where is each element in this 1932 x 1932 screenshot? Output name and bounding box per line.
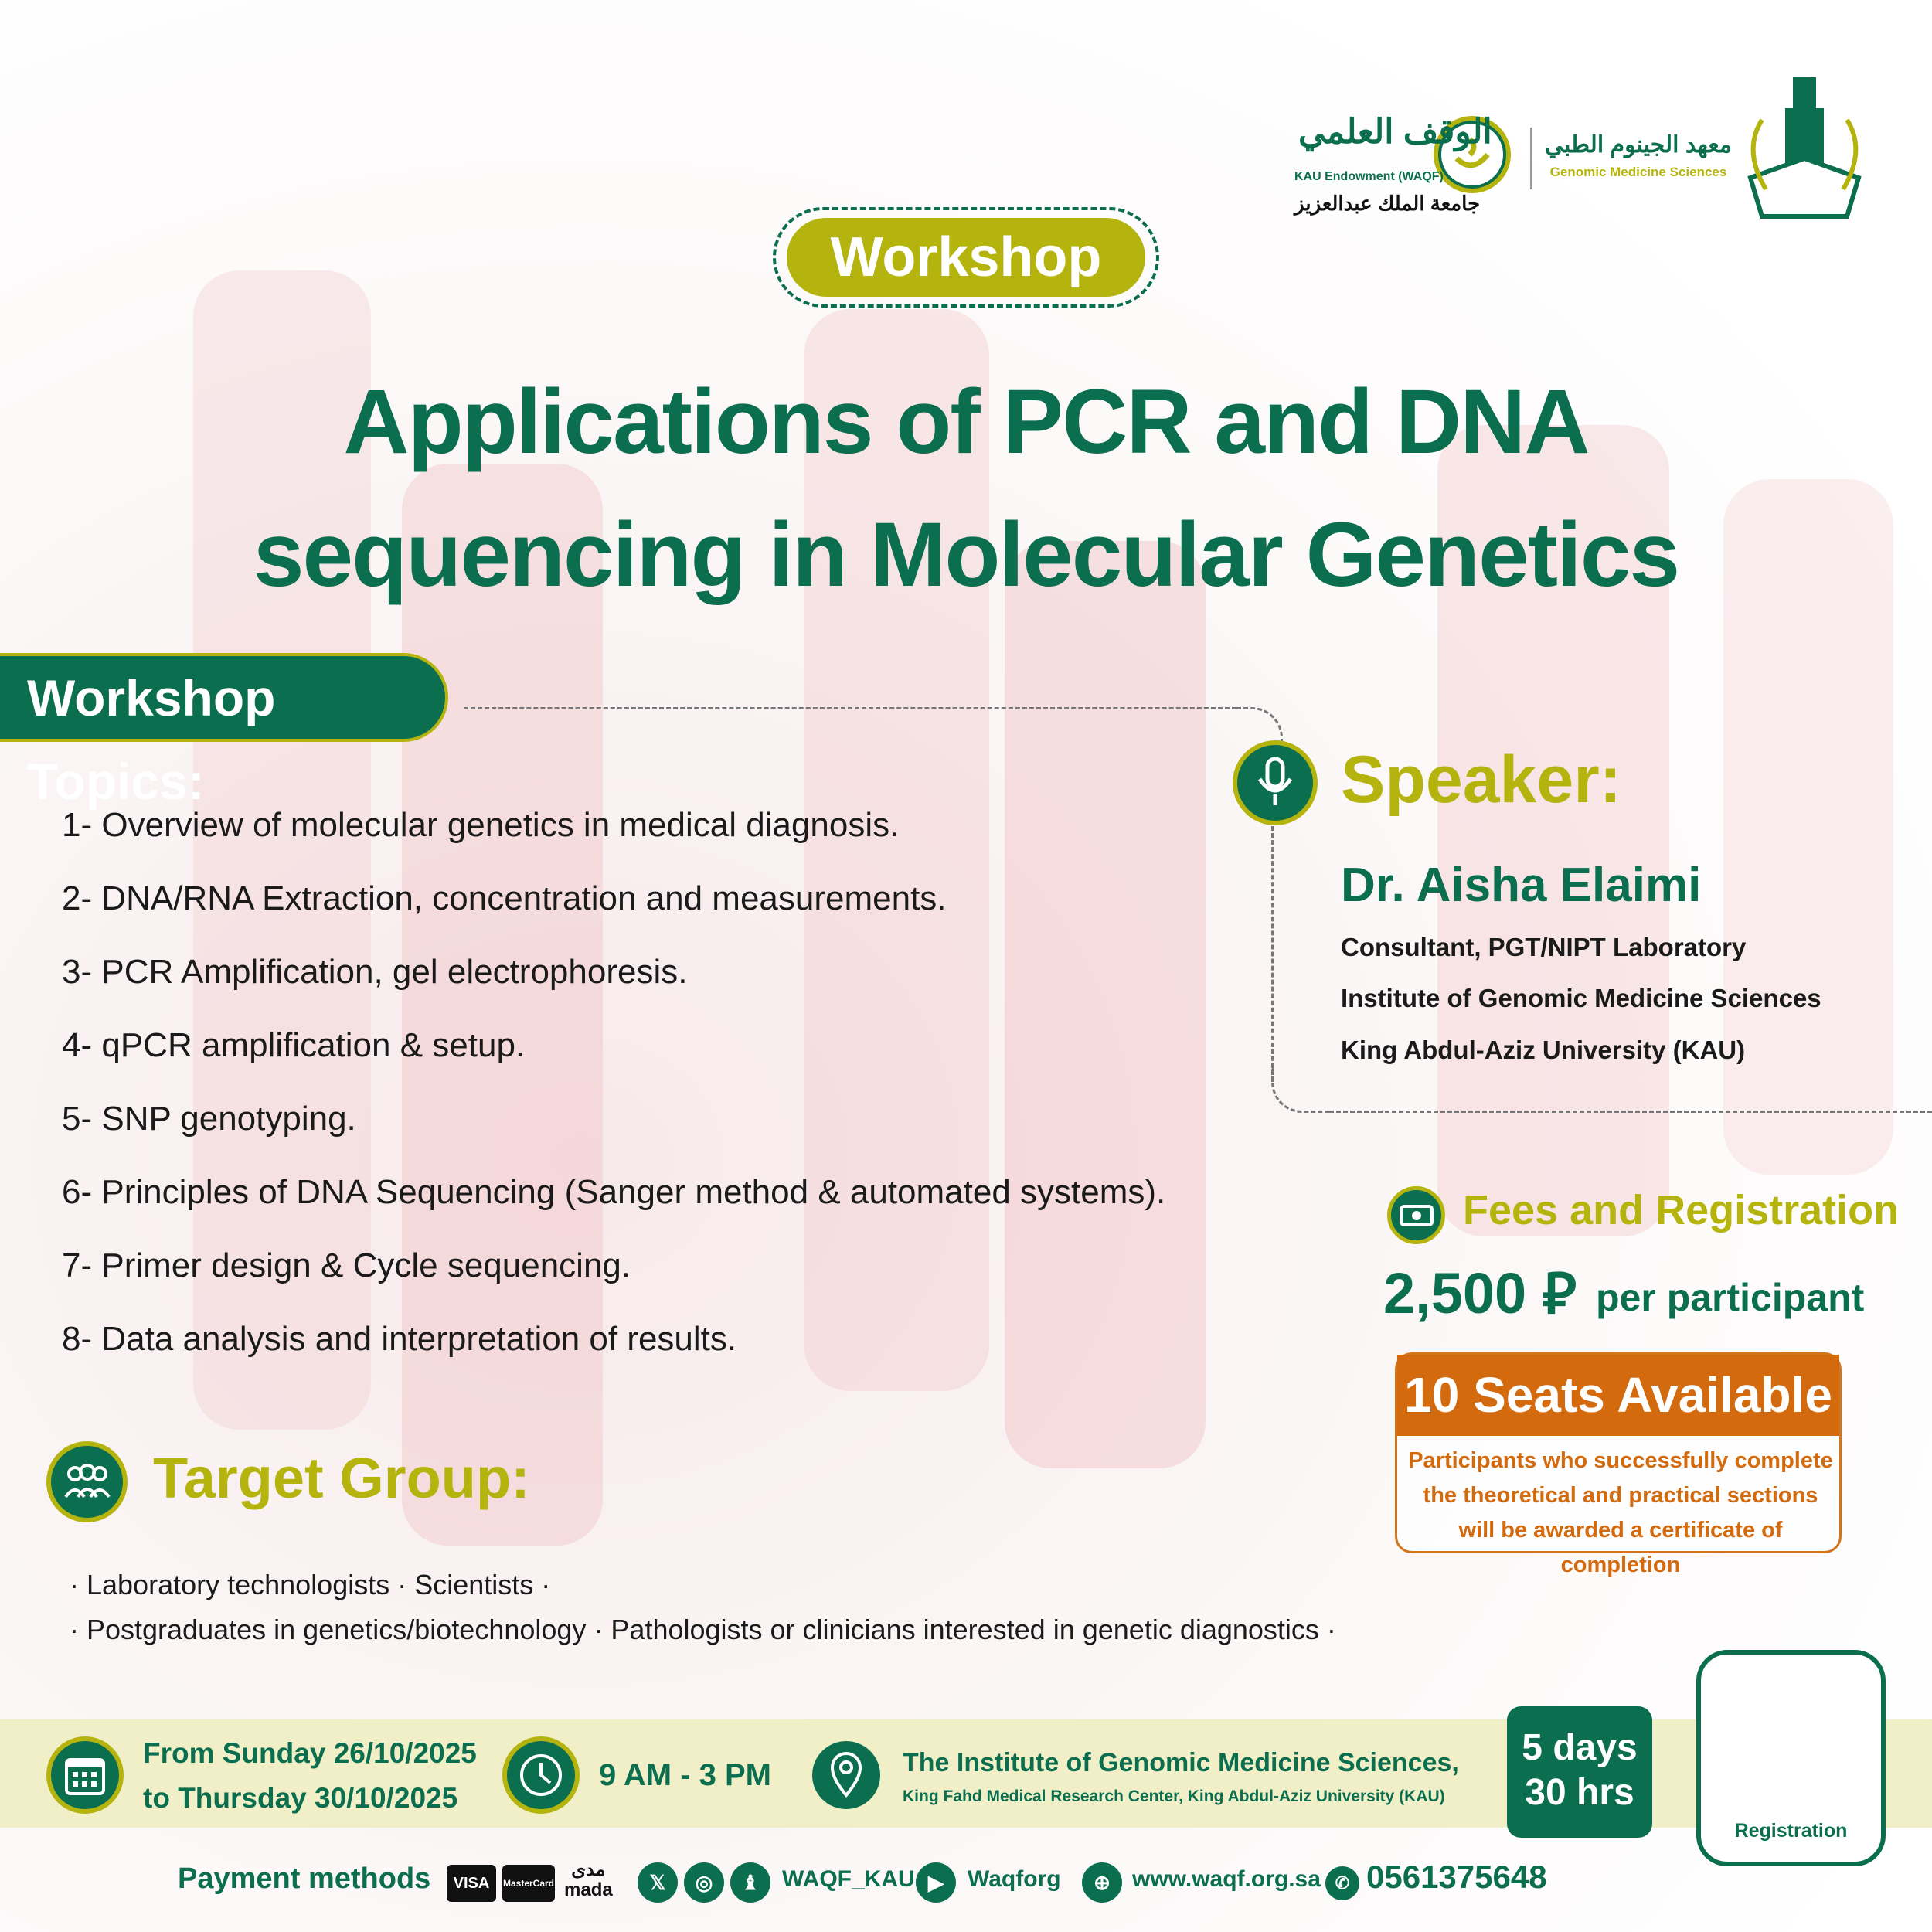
waqf-logo bbox=[1291, 100, 1515, 224]
visa-icon: VISA bbox=[447, 1865, 496, 1902]
topic-item: 1- Overview of molecular genetics in medical diagnosis. bbox=[62, 806, 900, 844]
x-icon[interactable]: 𝕏 bbox=[638, 1862, 678, 1903]
microphone-icon bbox=[1233, 740, 1318, 825]
waqf-english-text: KAU Endowment (WAQF) bbox=[1294, 170, 1444, 183]
price-unit: per participant bbox=[1596, 1276, 1865, 1319]
fees-label: Fees and Registration bbox=[1463, 1187, 1900, 1233]
target-group-line-1: · Laboratory technologists · Scientists · bbox=[70, 1569, 551, 1600]
topic-item: 2- DNA/RNA Extraction, concentration and measurements. bbox=[62, 879, 947, 917]
page-title bbox=[232, 355, 1700, 621]
gms-english-text: Genomic Medicine Sciences bbox=[1549, 165, 1727, 179]
date-range bbox=[143, 1731, 477, 1821]
calendar-icon bbox=[46, 1736, 124, 1814]
background-tube bbox=[1723, 479, 1893, 1175]
date-to: to Thursday 30/10/2025 bbox=[143, 1782, 458, 1814]
speaker-university: King Abdul-Aziz University (KAU) bbox=[1341, 1036, 1746, 1064]
phone-number[interactable]: 0561375648 bbox=[1366, 1859, 1547, 1895]
title-line-1: Applications of PCR and DNA bbox=[343, 371, 1589, 473]
topics-heading: Workshop Topics: bbox=[0, 653, 448, 742]
certificate-note: Participants who successfully complete the theoretical and practical sections will be awarded a certificate of completion bbox=[1408, 1448, 1833, 1577]
money-icon bbox=[1387, 1186, 1445, 1244]
clock-icon bbox=[502, 1736, 580, 1814]
kau-arabic-text: جامعة الملك عبدالعزيز bbox=[1294, 192, 1481, 215]
mada-icon bbox=[564, 1860, 613, 1900]
mastercard-icon: MasterCard bbox=[502, 1865, 555, 1902]
workshop-badge: Workshop bbox=[787, 218, 1145, 297]
snapchat-icon[interactable]: ♝ bbox=[730, 1862, 770, 1903]
topic-item: 7- Primer design & Cycle sequencing. bbox=[62, 1247, 631, 1284]
topics-list bbox=[62, 788, 1165, 1376]
kau-emblem-icon bbox=[1739, 73, 1870, 228]
duration-hours: 30 hrs bbox=[1525, 1772, 1634, 1813]
target-group-line-2: · Postgraduates in genetics/biotechnology · Pathologists or clinicians interested in genetic diagnostics · bbox=[70, 1614, 1336, 1645]
registration-label: Registration bbox=[1734, 1820, 1848, 1842]
youtube-handle[interactable]: Waqforg bbox=[968, 1866, 1061, 1892]
seats-heading: 10 Seats Available bbox=[1397, 1355, 1839, 1436]
logo-divider bbox=[1530, 128, 1532, 189]
topic-item: 6- Principles of DNA Sequencing (Sanger method & automated systems). bbox=[62, 1173, 1166, 1211]
speaker-name: Dr. Aisha Elaimi bbox=[1341, 859, 1702, 912]
duration-badge bbox=[1507, 1706, 1652, 1838]
dashed-connector bbox=[1271, 1066, 1333, 1113]
time-range: 9 AM - 3 PM bbox=[599, 1758, 771, 1792]
topic-item: 5- SNP genotyping. bbox=[62, 1100, 356, 1138]
dashed-connector bbox=[1271, 819, 1274, 1082]
gms-logo bbox=[1538, 131, 1739, 193]
mada-arabic: مدى bbox=[571, 1859, 606, 1880]
speaker-institute: Institute of Genomic Medicine Sciences bbox=[1341, 984, 1821, 1012]
dashed-connector bbox=[464, 707, 1236, 709]
speaker-label: Speaker: bbox=[1341, 743, 1622, 817]
venue-sub: King Fahd Medical Research Center, King Abdul-Aziz University (KAU) bbox=[903, 1787, 1445, 1805]
youtube-icon[interactable]: ▶ bbox=[916, 1862, 956, 1903]
instagram-icon[interactable]: ◎ bbox=[684, 1862, 724, 1903]
location-pin-icon bbox=[808, 1736, 885, 1814]
speaker-title: Consultant, PGT/NIPT Laboratory bbox=[1341, 933, 1747, 961]
mada-english: mada bbox=[564, 1879, 613, 1900]
whatsapp-icon: ✆ bbox=[1325, 1866, 1359, 1900]
price-amount: 2,500 ⃁ bbox=[1383, 1261, 1577, 1325]
group-icon bbox=[46, 1441, 128, 1522]
website-link[interactable]: www.waqf.org.sa bbox=[1132, 1866, 1321, 1892]
dashed-connector bbox=[1329, 1111, 1932, 1113]
date-from: From Sunday 26/10/2025 bbox=[143, 1737, 477, 1769]
title-line-2: sequencing in Molecular Genetics bbox=[253, 504, 1679, 606]
social-handle[interactable]: WAQF_KAU bbox=[782, 1866, 915, 1892]
gms-arabic-text: معهد الجينوم الطبي bbox=[1545, 132, 1732, 158]
venue-main: The Institute of Genomic Medicine Sciences, bbox=[903, 1748, 1459, 1777]
topic-item: 8- Data analysis and interpretation of results. bbox=[62, 1320, 737, 1358]
payment-methods-label: Payment methods bbox=[178, 1862, 431, 1895]
globe-icon: ⊕ bbox=[1082, 1862, 1122, 1903]
target-group-label: Target Group: bbox=[153, 1446, 530, 1510]
duration-days: 5 days bbox=[1522, 1727, 1638, 1768]
topic-item: 3- PCR Amplification, gel electrophoresis. bbox=[62, 953, 688, 991]
seats-box bbox=[1395, 1352, 1842, 1577]
waqf-arabic-text: الوقف العلمي bbox=[1298, 113, 1492, 151]
topic-item: 4- qPCR amplification & setup. bbox=[62, 1026, 526, 1064]
